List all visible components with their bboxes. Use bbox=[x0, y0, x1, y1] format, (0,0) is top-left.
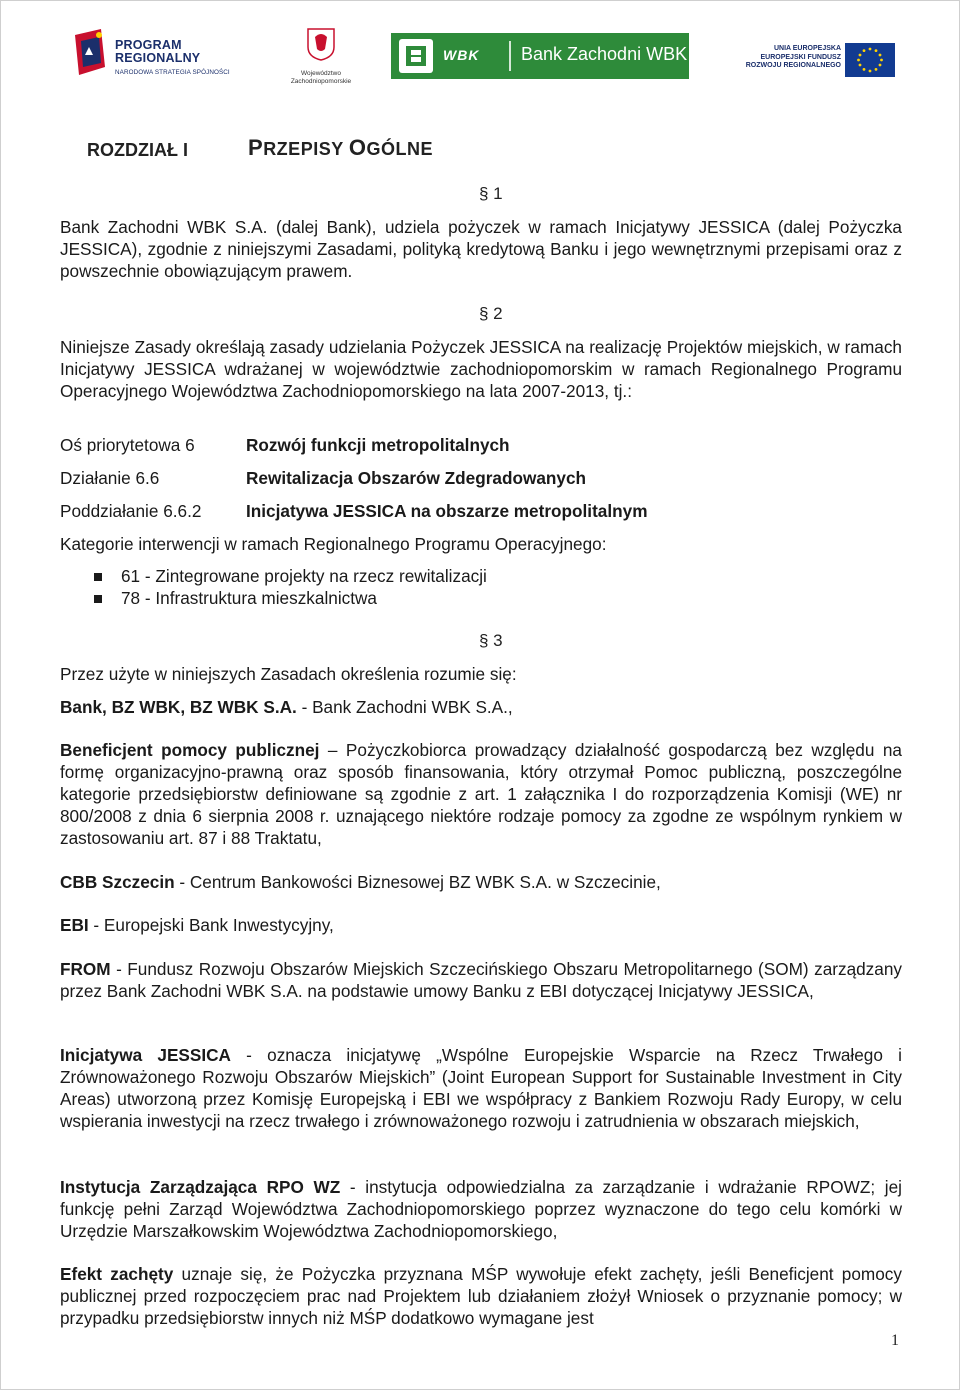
definition-ebi: EBI - Europejski Bank Inwestycyjny, bbox=[60, 915, 334, 935]
section-1-paragraph: Bank Zachodni WBK S.A. (dalej Bank), udziela pożyczek w ramach Inicjatywy JESSICA (dalej Pożyczka JESSICA), zgodnie z niniejszymi Zasadami, polityką kredytową Banku i jego wewnętrznymi przepisami oraz z powszechnie obowiązującym prawem. bbox=[60, 217, 902, 281]
bank-logo-divider bbox=[509, 41, 511, 71]
submeasure-label: Poddziałanie 6.6.2 bbox=[60, 501, 202, 521]
definition-beneficjent: Beneficjent pomocy publicznej – Pożyczkobiorca prowadzący działalność gospodarczą bez względu na formę organizacyjno-prawną oraz sposób finansowania, który otrzymał Pomoc publiczną, poszczególne kategorie przedsiębiorstw definiowane są zgodnie z art. 1 załącznika I do rozporządzenia Komisji (WE) nr 800/2008 z dnia 6 sierpnia 2008 r. uznającego niektóre rodzaje pomocy za zgodne ze wspólnym rynkiem w zastosowaniu art. 87 i 88 Traktatu, bbox=[60, 740, 902, 848]
section-1-heading: § 1 bbox=[479, 184, 503, 203]
bullet-icon bbox=[94, 573, 102, 581]
bullet-icon bbox=[94, 595, 102, 603]
logo-bar bbox=[71, 23, 901, 93]
priority-axis-label: Oś priorytetowa 6 bbox=[60, 435, 195, 455]
program-regionalny-subtitle: NARODOWA STRATEGIA SPÓJNOŚCI bbox=[115, 69, 230, 76]
griffin-shield-icon bbox=[306, 27, 336, 61]
program-regionalny-emblem-icon bbox=[71, 27, 109, 79]
eu-flag-icon bbox=[845, 43, 895, 77]
section-3-heading: § 3 bbox=[479, 631, 503, 650]
eu-logo bbox=[741, 35, 896, 85]
definition-jessica: Inicjatywa JESSICA - oznacza inicjatywę „Wspólne Europejskie Wsparcie na Rzecz Trwałego i Zrównoważonego Rozwoju Obszarów Miejskich” (Joint European Support for Sustainable Investment in City Areas) utworzoną przez Komisję Europejską i EBI we współpracy z Bankiem Rozwoju Rady Europy, w celu wspierania inwestycji na rzecz trwałego i zrównoważonego rozwoju i zatrudnienia w obszarach miejskich, bbox=[60, 1045, 902, 1131]
program-regionalny-title: PROGRAM REGIONALNY bbox=[115, 38, 201, 65]
chapter-title: PRZEPISY OGÓLNE bbox=[248, 135, 434, 160]
bank-emblem-icon bbox=[399, 39, 433, 73]
program-regionalny-logo bbox=[71, 27, 246, 87]
list-item: 78 - Infrastruktura mieszkalnictwa bbox=[121, 588, 377, 608]
wojewodztwo-logo bbox=[276, 27, 366, 89]
bank-name: Bank Zachodni WBK bbox=[521, 44, 688, 64]
definition-efekt-zachety: Efekt zachęty uznaje się, że Pożyczka przyznana MŚP wywołuje efekt zachęty, jeśli Beneficjent pomocy publicznej przed rozpoczęciem prac nad Projektem lub działaniem złożył Wniosek o przyznanie pomocy; w przypadku przedsiębiorstw innych niż MŚP dodatkowo wymagane jest bbox=[60, 1264, 902, 1328]
categories-intro: Kategorie interwencji w ramach Regionalnego Programu Operacyjnego: bbox=[60, 534, 607, 554]
section-2-paragraph: Niniejsze Zasady określają zasady udzielania Pożyczek JESSICA na realizację Projektów miejskich, w ramach Inicjatywy JESSICA wdrażanej w województwie zachodniopomorskim w ramach Regionalnego Programu Operacyjnego Województwa Zachodniopomorskiego na lata 2007-2013, tj.: bbox=[60, 337, 902, 401]
definition-bank: Bank, BZ WBK, BZ WBK S.A. - Bank Zachodni WBK S.A., bbox=[60, 697, 513, 717]
measure-value: Rewitalizacja Obszarów Zdegradowanych bbox=[246, 468, 587, 488]
page-number: 1 bbox=[891, 1332, 899, 1349]
definitions-intro: Przez użyte w niniejszych Zasadach określenia rozumie się: bbox=[60, 664, 517, 684]
submeasure-value: Inicjatywa JESSICA na obszarze metropolitalnym bbox=[246, 501, 648, 521]
definition-from: FROM - Fundusz Rozwoju Obszarów Miejskich Szczecińskiego Obszaru Metropolitarnego (SOM) zarządzany przez Bank Zachodni WBK S.A. na podstawie umowy Banku z EBI dotyczącej Inicjatywy JESSICA, bbox=[60, 959, 902, 1001]
priority-axis-value: Rozwój funkcji metropolitalnych bbox=[246, 435, 510, 455]
bank-zachodni-wbk-logo bbox=[391, 33, 689, 79]
measure-label: Działanie 6.6 bbox=[60, 468, 160, 488]
section-2-heading: § 2 bbox=[479, 304, 503, 323]
eu-fund-text: UNIA EUROPEJSKA EUROPEJSKI FUNDUSZ ROZWOJU REGIONALNEGO bbox=[745, 45, 841, 69]
definition-instytucja: Instytucja Zarządzająca RPO WZ - instytucja odpowiedzialna za zarządzanie i wdrażanie RPOWZ; jej funkcję pełni Zarząd Województwa Zachodniopomorskiego poprzez wyznaczone do tego celu komórki w Urzędzie Marszałkowskim Województwa Zachodniopomorskiego, bbox=[60, 1177, 902, 1241]
bank-brand-mark: WBK bbox=[443, 47, 480, 63]
wojewodztwo-text: Województwo Zachodniopomorskie bbox=[290, 70, 352, 85]
definition-cbb: CBB Szczecin - Centrum Bankowości Biznesowej BZ WBK S.A. w Szczecinie, bbox=[60, 872, 661, 892]
list-item: 61 - Zintegrowane projekty na rzecz rewitalizacji bbox=[121, 566, 487, 586]
chapter-label: ROZDZIAŁ I bbox=[87, 140, 188, 160]
